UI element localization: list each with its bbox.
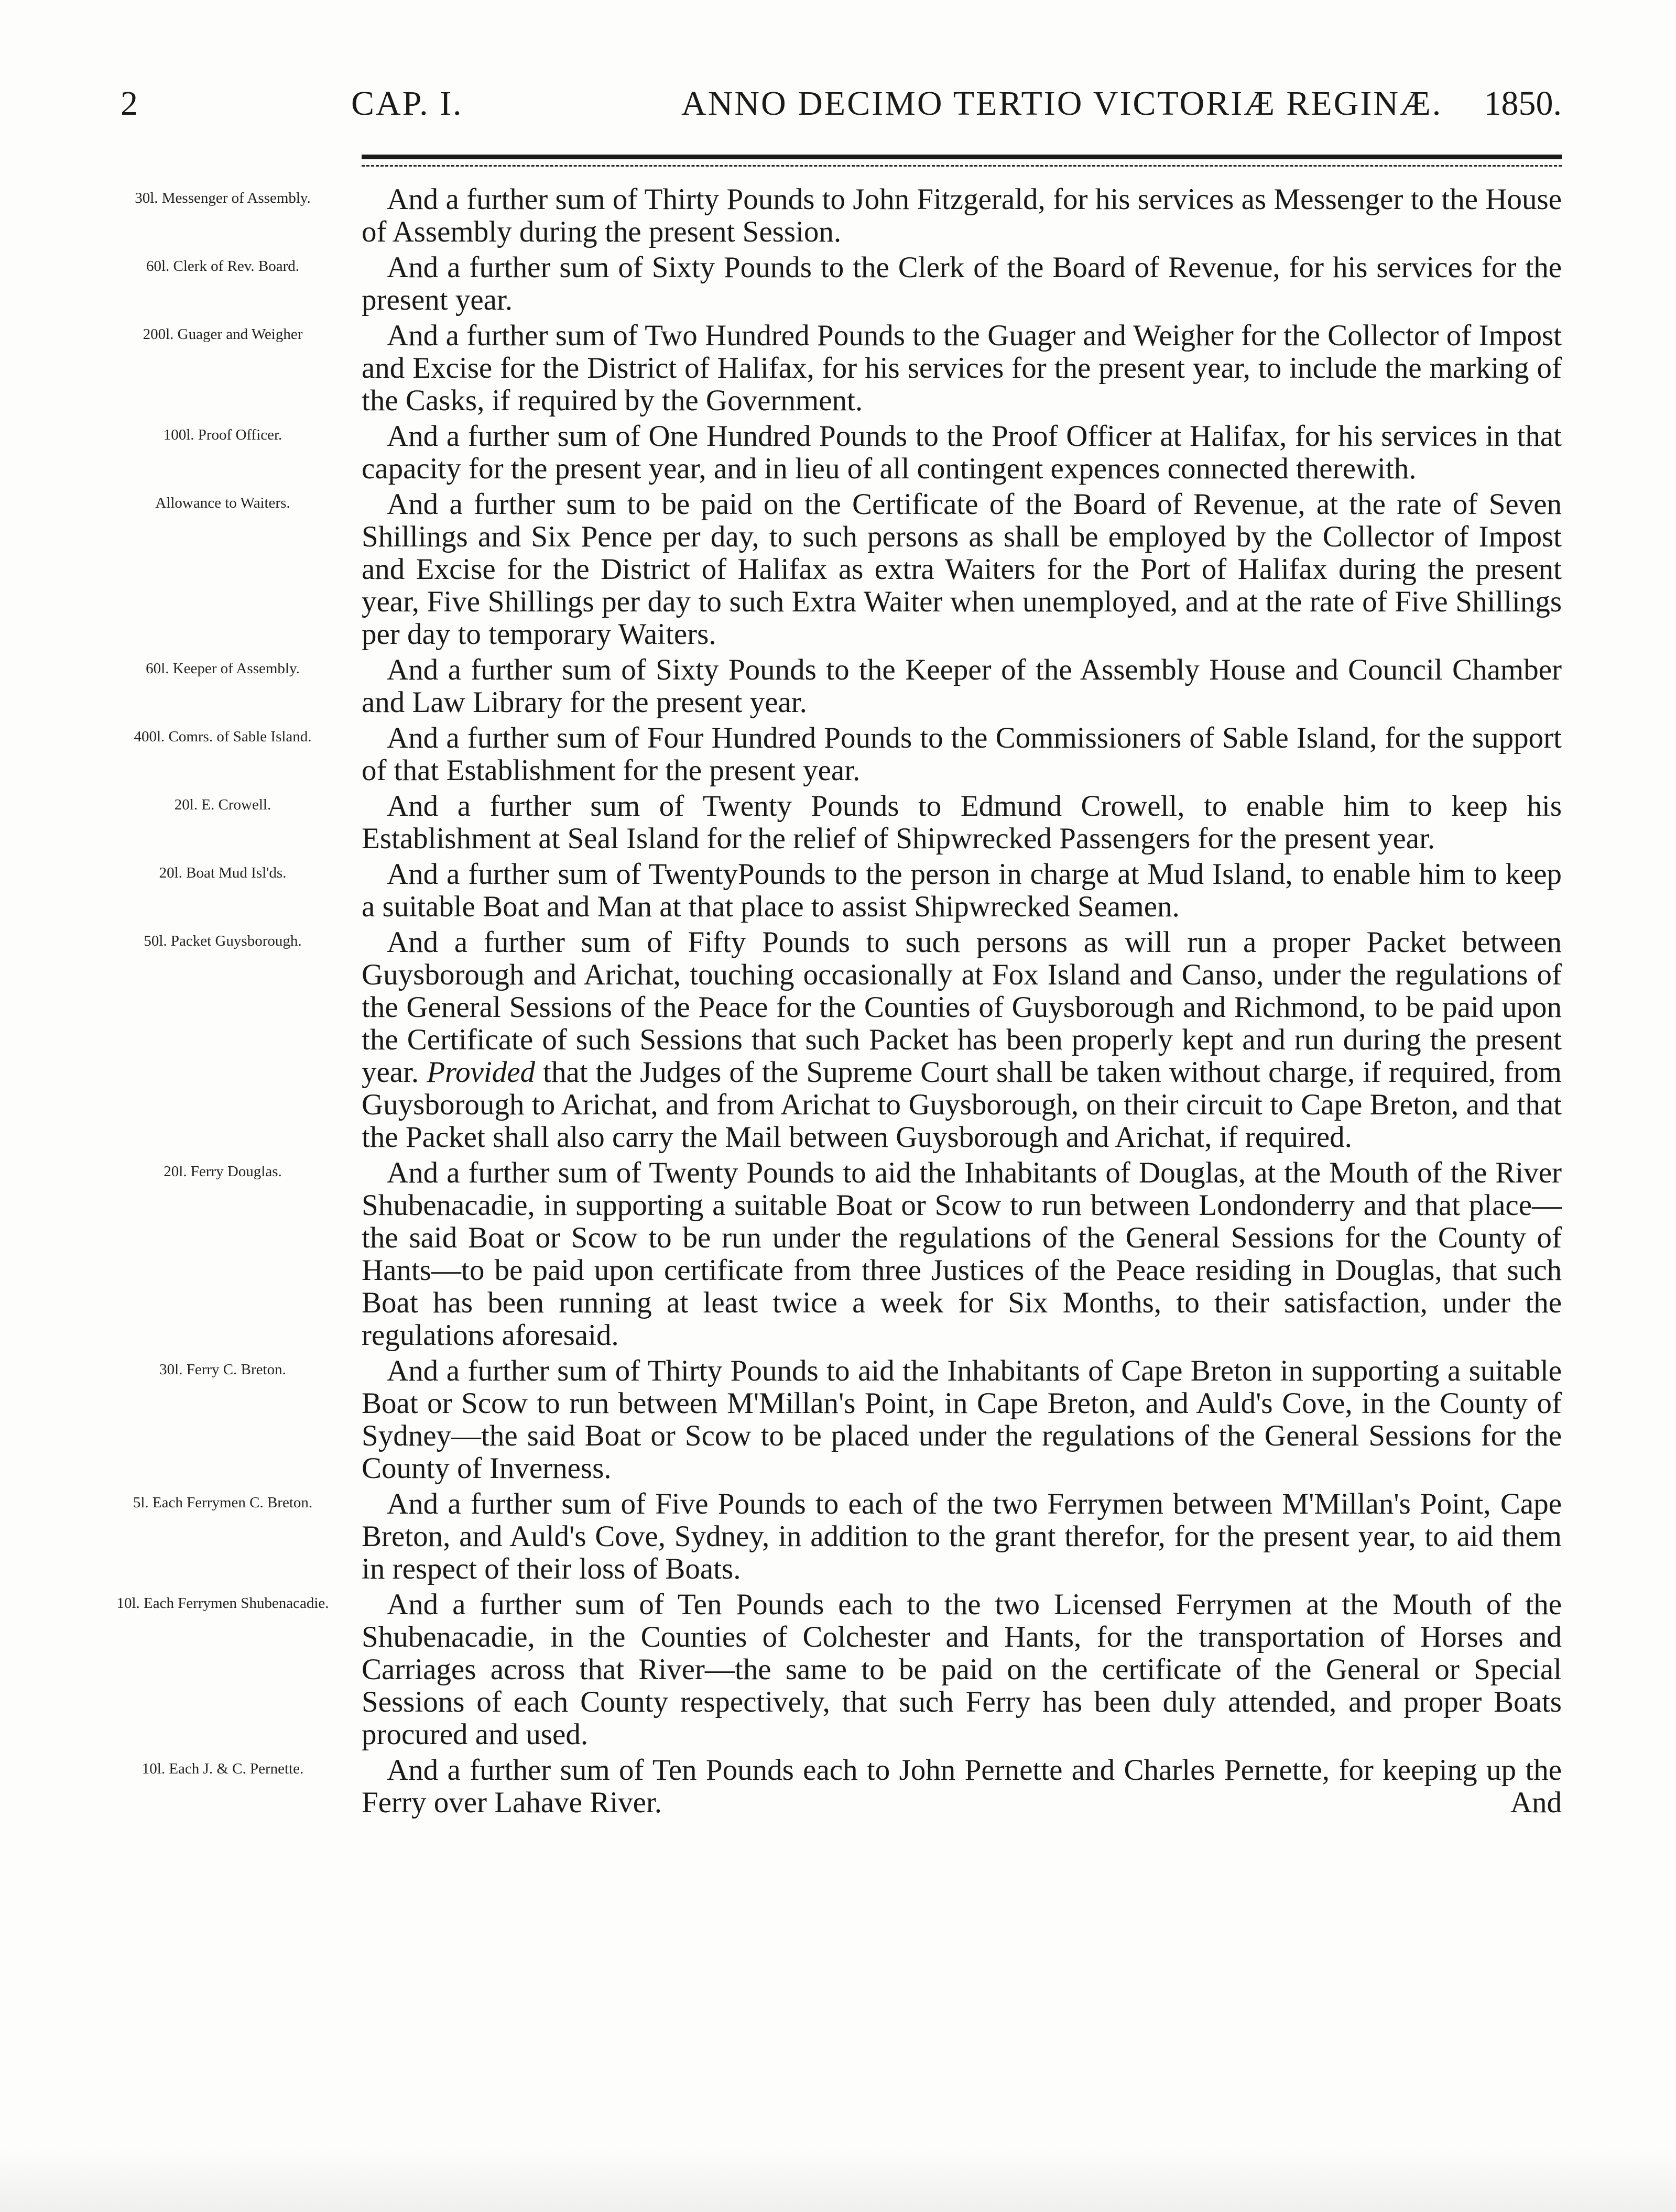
header-rule-dotted [362, 165, 1562, 167]
margin-note: 400l. Comrs. of Sable Island. [134, 728, 312, 745]
section-guager [0, 320, 1676, 417]
section-keeper [0, 654, 1676, 719]
paragraph-text: And a further sum of Ten Pounds each to John Pernette and Charles Pernette, for keeping up the Ferry over Lahave River. [362, 1754, 1562, 1819]
margin-note: 10l. Each Ferrymen Shubenacadie. [116, 1595, 329, 1612]
section-ferrymen-shubenacadie [0, 1589, 1676, 1751]
paragraph: And a further sum of Thirty Pounds to aid the Inhabitants of Cape Breton in supporting a suitable Boat or Scow to run between M'Millan's Point, in Cape Breton, and Auld's Cove, in the County of Sydney—the said Boat or Scow to be placed under the regulations of the General Sessions for the County of Inverness. [362, 1354, 1562, 1485]
margin-note: 10l. Each J. & C. Pernette. [142, 1760, 304, 1777]
section-ferry-douglas [0, 1157, 1676, 1352]
section-waiters [0, 488, 1676, 651]
section-ferrymen-cape-breton [0, 1488, 1676, 1585]
header-rule [362, 155, 1562, 159]
margin-note: 20l. Ferry Douglas. [164, 1163, 282, 1180]
paragraph: And a further sum of Twenty Pounds to Edmund Crowell, to enable him to keep his Establishment at Seal Island for the relief of Shipwrecked Passengers for the present year. [362, 790, 1562, 855]
italic-proviso: Provided [427, 1056, 536, 1089]
margin-note: 50l. Packet Guysborough. [144, 933, 302, 949]
page-bottom-shading [0, 2149, 1676, 2212]
margin-note: 20l. E. Crowell. [174, 796, 271, 813]
margin-note: 30l. Ferry C. Breton. [159, 1361, 286, 1378]
margin-note: 30l. Messenger of Assembly. [135, 190, 311, 206]
document-body [0, 183, 1676, 1822]
paragraph: And a further sum of Two Hundred Pounds to the Guager and Weigher for the Collector of Impost and Excise for the District of Halifax, for his services for the present year, to include the marking of the Casks, if required by the Government. [362, 319, 1562, 417]
header-year: 1850. [1484, 84, 1562, 123]
paragraph: And a further sum of Sixty Pounds to the Clerk of the Board of Revenue, for his services for the present year. [362, 251, 1562, 316]
margin-note: 100l. Proof Officer. [163, 426, 282, 443]
margin-note: Allowance to Waiters. [155, 495, 290, 511]
margin-note: 5l. Each Ferrymen C. Breton. [133, 1494, 313, 1511]
section-pernette [0, 1754, 1676, 1819]
paragraph: And a further sum of One Hundred Pounds to the Proof Officer at Halifax, for his services in that capacity for the present year, and in lieu of all contingent expences connected therewith. [362, 420, 1562, 485]
section-ferry-cape-breton [0, 1355, 1676, 1485]
running-header [121, 84, 1562, 147]
section-mud-island [0, 858, 1676, 923]
paragraph: And a further sum of Five Pounds to each of the two Ferrymen between M'Millan's Point, Cape Breton, and Auld's Cove, Sydney, in addition to the grant therefor, for the present year, to aid them in respect of their loss of Boats. [362, 1487, 1562, 1585]
paragraph: And a further sum to be paid on the Certificate of the Board of Revenue, at the rate of Seven Shillings and Six Pence per day, to such persons as shall be employed by the Collector of Impost and Excise for the District of Halifax as extra Waiters for the Port of Halifax during the present year, Five Shillings per day to such Extra Waiter when unemployed, and at the rate of Five Shillings per day to temporary Waiters. [362, 488, 1562, 651]
paragraph: And a further sum of Four Hundred Pounds to the Commissioners of Sable Island, for the support of that Establishment for the present year. [362, 721, 1562, 787]
section-sable-island [0, 722, 1676, 787]
paragraph [362, 926, 1562, 1154]
margin-note: 200l. Guager and Weigher [143, 326, 303, 343]
page-number: 2 [121, 84, 138, 123]
paragraph: And a further sum of TwentyPounds to the person in charge at Mud Island, to enable him to keep a suitable Boat and Man at that place to assist Shipwrecked Seamen. [362, 858, 1562, 923]
section-proof-officer [0, 420, 1676, 485]
paragraph-text: And a further sum of Fifty Pounds to such persons as will run a proper Packet between Guysborough and Arichat, touching occasionally at Fox Island and Canso, under the regulations of the General Sessions of the Peace for the Counties of Guysborough and Richmond, to be paid upon the Certificate of such Sessions that such Packet has been properly kept and run during the present year. [362, 926, 1562, 1089]
paragraph [362, 1754, 1562, 1819]
section-messenger [0, 183, 1676, 248]
paragraph: And a further sum of Thirty Pounds to John Fitzgerald, for his services as Messenger to the House of Assembly during the present Session. [362, 183, 1562, 248]
paragraph: And a further sum of Sixty Pounds to the Keeper of the Assembly House and Council Chamber and Law Library for the present year. [362, 653, 1562, 719]
chapter-label: CAP. I. [351, 84, 463, 123]
paragraph-text: that the Judges of the Supreme Court shall be taken without charge, if required, from Guysborough to Arichat, and from Arichat to Guysborough, on their circuit to Cape Breton, and that the Packet shall also carry the Mail between Guysborough and Arichat, if required. [362, 1056, 1562, 1154]
margin-note: 60l. Keeper of Assembly. [146, 660, 300, 677]
section-crowell [0, 790, 1676, 855]
paragraph: And a further sum of Twenty Pounds to aid the Inhabitants of Douglas, at the Mouth of the River Shubenacadie, in supporting a suitable Boat or Scow to run between Londonderry and that place—the said Boat or Scow to be run under the regulations of the General Sessions for the County of Hants—to be paid upon certificate from three Justices of the Peace residing in Douglas, that such Boat has been running at least twice a week for Six Months, to their satisfaction, under the regulations aforesaid. [362, 1156, 1562, 1352]
paragraph: And a further sum of Ten Pounds each to the two Licensed Ferrymen at the Mouth of the Shubenacadie, in the Counties of Colchester and Hants, for the transportation of Horses and Carriages across that River—the same to be paid on the certificate of the General or Special Sessions of each County respectively, that such Ferry has been duly attended, and proper Boats procured and used. [362, 1588, 1562, 1751]
section-clerk [0, 251, 1676, 316]
catchword: And [1510, 1786, 1562, 1819]
margin-note: 60l. Clerk of Rev. Board. [146, 258, 300, 275]
header-title: ANNO DECIMO TERTIO VICTORIÆ REGINÆ. [681, 84, 1443, 123]
section-packet [0, 926, 1676, 1154]
margin-note: 20l. Boat Mud Isl'ds. [159, 864, 287, 881]
